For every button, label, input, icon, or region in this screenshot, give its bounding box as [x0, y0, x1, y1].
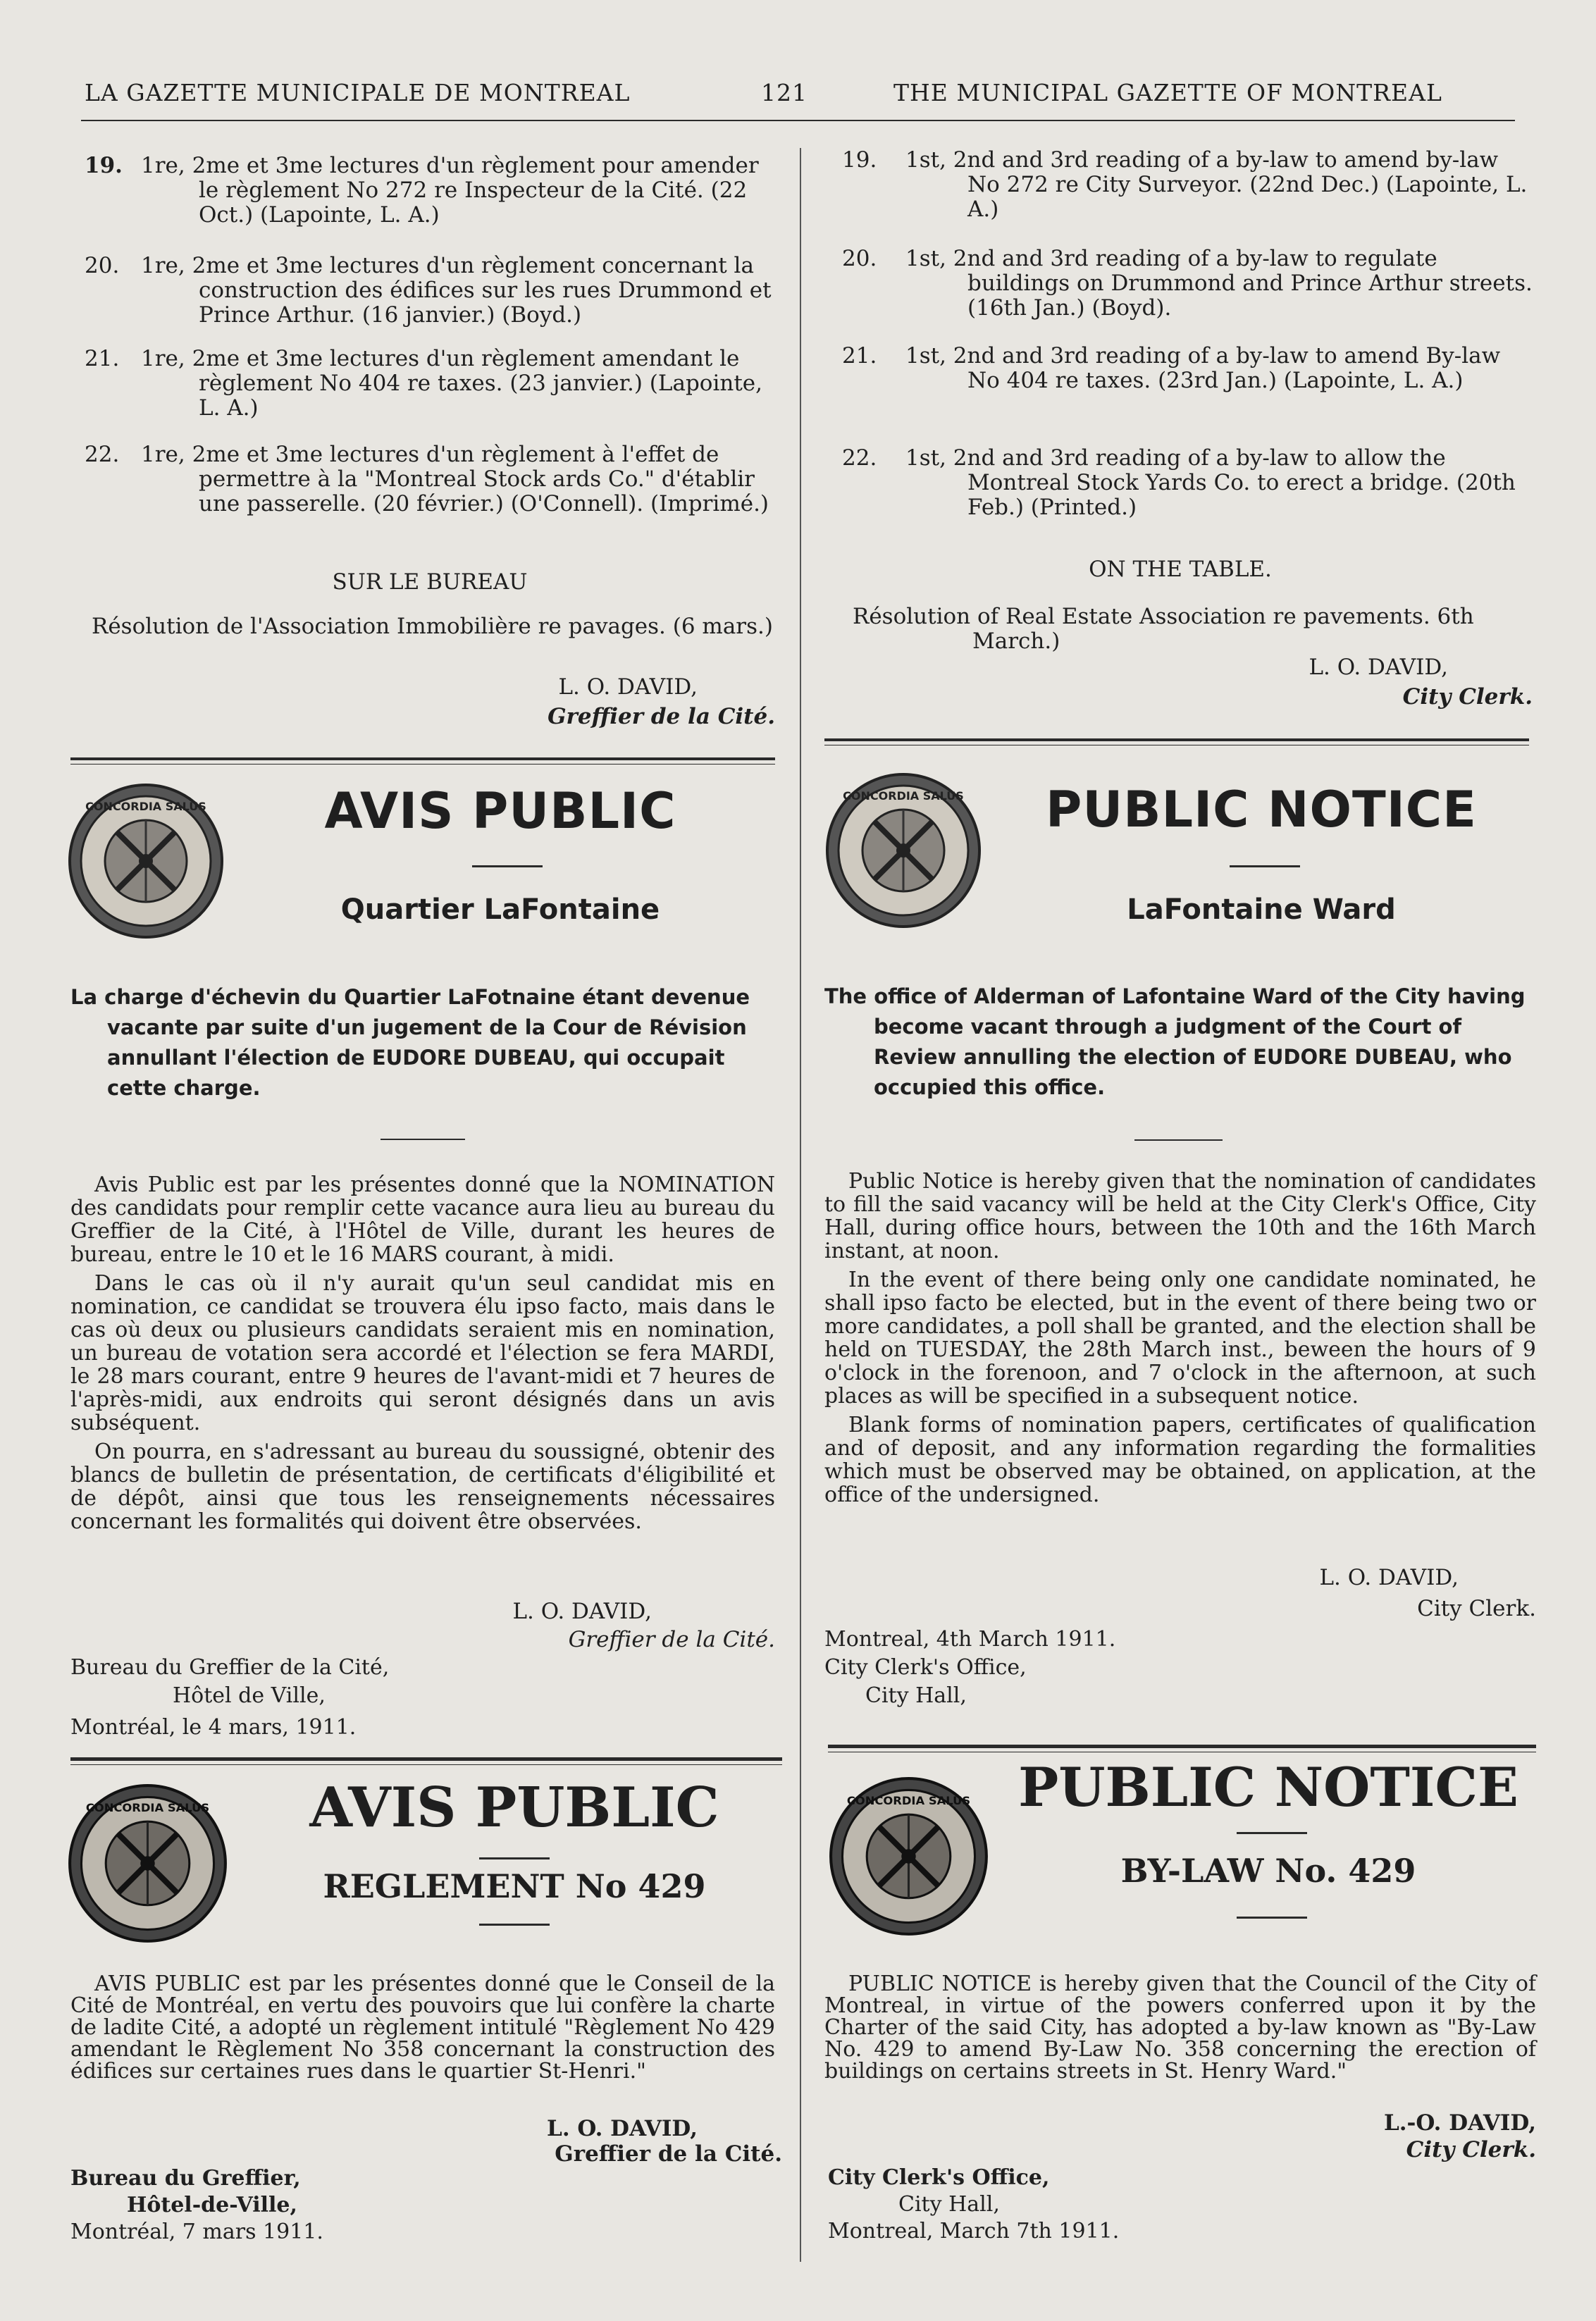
city-seal-icon [67, 782, 225, 941]
notice-subtitle: LaFontaine Ward [1127, 893, 1396, 926]
notice-body [824, 1973, 1536, 2088]
section-rule [70, 1757, 782, 1761]
notice-subtitle: REGLEMENT No 429 [323, 1867, 706, 1905]
paragraph: Blank forms of nomination papers, certificates of qualification and of deposit, and any information regarding the formalities which must be observed may be obtained, on application, at the office of the undersigned. [824, 1413, 1536, 1507]
notice-body [70, 1973, 775, 2088]
en-signature-name: L. O. DAVID, [1309, 655, 1448, 680]
address-line: Bureau du Greffier, [70, 2166, 301, 2191]
page-number: 121 [761, 79, 808, 106]
address-line: Montréal, le 4 mars, 1911. [70, 1715, 357, 1740]
svg-text:CONCORDIA SALUS: CONCORDIA SALUS [85, 800, 206, 813]
address-line: City Clerk's Office, [824, 1655, 1027, 1680]
signature-name: L.-O. DAVID, [1383, 2110, 1536, 2136]
list-item [842, 446, 1533, 520]
column-divider [800, 148, 801, 2262]
title-rule [479, 1924, 550, 1926]
list-item [842, 344, 1533, 393]
paragraph: Public Notice is hereby given that the nomination of candidates to fill the said vacancy will be held at the City Clerk's Office, City Hall, during office hours, between the 10th and the 16th March instant, at noon. [824, 1169, 1536, 1263]
signature-title: City Clerk. [1406, 2137, 1536, 2162]
paragraph: Avis Public est par les présentes donné que la NOMINATION des candidats pour remplir cette vacance aura lieu au bureau du Greffier de la Cité, à l'Hôtel de Ville, durant les heures de bureau, entre le 10 et le 16 MARS courant, à midi. [70, 1172, 775, 1267]
signature-name: L. O. DAVID, [1319, 1565, 1459, 1590]
address-line: Hôtel-de-Ville, [127, 2193, 297, 2217]
notice-title: AVIS PUBLIC [324, 782, 676, 840]
item-number: 19. [842, 147, 877, 173]
fr-signature-name: L. O. DAVID, [558, 674, 698, 700]
paragraph: AVIS PUBLIC est par les présentes donné que le Conseil de la Cité de Montréal, en vertu des pouvoirs que lui confère la charte de ladite Cité, a adopté un règlement intitulé "Règlement No 429 amendant le Règlement No 358 concernant la construction des édifices sur certaines rues dans le quartier St-Henri." [70, 1972, 775, 2084]
notice-subtitle: Quartier LaFontaine [340, 893, 660, 926]
signature-name: L. O. DAVID, [547, 2116, 698, 2141]
notice-body [70, 1173, 775, 1539]
paragraph: PUBLIC NOTICE is hereby given that the Council of the City of Montreal, in virtue of the powers conferred upon it by the Charter of the said City, has adopted a by-law known as "By-Law No. 429 to amend By-Law No. 358 concerning the erection of buildings on certains streets in St. Henry Ward." [824, 1972, 1536, 2084]
item-text: 1st, 2nd and 3rd reading of a by-law to allow the Montreal Stock Yards Co. to erect a bridge. (20th Feb.) (Printed.) [905, 445, 1516, 520]
paragraph: Dans le cas où il n'y aurait qu'un seul candidat mis en nomination, ce candidat se trouvera élu ipso facto, mais dans le cas où deux ou plusieurs candidats seraient mis en nomination, un bureau de votation sera accordé et l'élection se fera MARDI, le 28 mars courant, entre 9 heures de l'avant-midi et 7 heures de l'après-midi, aux endroits qui seront désignés dans un avis subséquent. [70, 1271, 775, 1435]
notice-title: PUBLIC NOTICE [1046, 781, 1477, 838]
list-item [85, 347, 775, 421]
en-signature-title: City Clerk. [1402, 684, 1533, 710]
svg-text:CONCORDIA SALUS: CONCORDIA SALUS [85, 1800, 210, 1814]
fr-signature-title: Greffier de la Cité. [548, 704, 775, 729]
header-left-title: LA GAZETTE MUNICIPALE DE MONTREAL [85, 79, 631, 106]
list-item [85, 254, 775, 328]
item-text: 1re, 2me et 3me lectures d'un règlement amendant le règlement No 404 re taxes. (23 janvier.) (Lapointe, L. A.) [141, 346, 763, 421]
address-line: City Clerk's Office, [828, 2165, 1050, 2190]
title-rule [472, 865, 543, 867]
title-rule [1237, 1917, 1307, 1919]
city-seal-icon [828, 1776, 990, 1938]
signature-title: Greffier de la Cité. [555, 2141, 782, 2167]
title-rule [1230, 865, 1300, 867]
address-line: Hôtel de Ville, [173, 1683, 326, 1708]
item-number: 20. [842, 246, 877, 271]
fr-resolution: Résolution de l'Association Immobilière re pavages. (6 mars.) [92, 614, 773, 639]
section-rule [70, 764, 775, 765]
item-number: 22. [85, 442, 120, 467]
item-text: 1st, 2nd and 3rd reading of a by-law to amend by-law No 272 re City Surveyor. (22nd Dec.) (Lapointe, L. A.) [905, 147, 1528, 222]
title-rule [479, 1857, 550, 1859]
address-line: Montreal, 4th March 1911. [824, 1627, 1116, 1652]
address-line: Montréal, 7 mars 1911. [70, 2220, 323, 2244]
notice-subtitle: BY-LAW No. 429 [1120, 1852, 1416, 1890]
notice-title: PUBLIC NOTICE [1018, 1756, 1518, 1819]
item-number: 19. [85, 153, 123, 178]
signature-title: Greffier de la Cité. [568, 1627, 775, 1652]
header-rule [81, 120, 1515, 121]
address-line: City Hall, [898, 2192, 1000, 2217]
fr-table-heading: SUR LE BUREAU [332, 569, 528, 595]
list-item [842, 148, 1533, 222]
header-right-title: THE MUNICIPAL GAZETTE OF MONTREAL [893, 79, 1442, 106]
divider [381, 1139, 465, 1140]
notice-lead: La charge d'échevin du Quartier LaFotnaine étant devenue vacante par suite d'un jugement de la Cour de Révision annullant l'élection de EUDORE DUBEAU, qui occupait cette charge. [70, 985, 750, 1100]
paragraph: In the event of there being only one candidate nominated, he shall ipso facto be elected, but in the event of there being two or more candidates, a poll shall be granted, and the election shall be held on TUESDAY, the 28th March inst., beween the hours of 9 o'clock in the forenoon, and 7 o'clock in the afternoon, at such places as will be specified in a subsequent notice. [824, 1268, 1536, 1409]
section-rule [70, 757, 775, 760]
item-text: 1st, 2nd and 3rd reading of a by-law to regulate buildings on Drummond and Prince Arthur streets. (16th Jan.) (Boyd). [905, 246, 1533, 321]
address-line: Bureau du Greffier de la Cité, [70, 1655, 390, 1680]
en-resolution: Résolution of Real Estate Association re pavements. 6th March.) [853, 604, 1474, 654]
signature-title: City Clerk. [1417, 1596, 1536, 1621]
en-table-heading: ON THE TABLE. [1089, 557, 1272, 582]
signature-name: L. O. DAVID, [512, 1599, 652, 1624]
list-item [85, 154, 775, 228]
svg-text:CONCORDIA SALUS: CONCORDIA SALUS [843, 789, 964, 803]
item-text: 1re, 2me et 3me lectures d'un règlement concernant la construction des édifices sur les rues Drummond et Prince Arthur. (16 janvier.) (Boyd.) [141, 253, 772, 328]
paragraph: On pourra, en s'adressant au bureau du soussigné, obtenir des blancs de bulletin de présentation, de certificats d'éligibilité et de dépôt, ainsi que tous les renseignements nécessaires concernant les formalités qui doivent être observées. [70, 1440, 775, 1534]
notice-lead: The office of Alderman of Lafontaine Ward of the City having become vacant through a judgment of the Court of Review annulling the election of EUDORE DUBEAU, who occupied this office. [824, 984, 1526, 1099]
section-rule [824, 738, 1529, 741]
city-seal-icon [67, 1783, 229, 1945]
address-line: Montreal, March 7th 1911. [828, 2219, 1120, 2243]
item-number: 22. [842, 445, 877, 471]
item-number: 21. [842, 343, 877, 369]
city-seal-icon [824, 772, 983, 930]
notice-body [824, 1170, 1536, 1512]
item-text: 1re, 2me et 3me lectures d'un règlement pour amender le règlement No 272 re Inspecteur de la Cité. (22 Oct.) (Lapointe, L. A.) [141, 153, 759, 228]
notice-title: AVIS PUBLIC [309, 1776, 719, 1840]
list-item [85, 442, 775, 516]
item-text: 1re, 2me et 3me lectures d'un règlement à l'effet de permettre à la "Montreal Stock ards Co." d'établir une passerelle. (20 février.) (O'Connell). (Imprimé.) [141, 442, 769, 516]
item-number: 20. [85, 253, 120, 278]
title-rule [1237, 1832, 1307, 1834]
svg-text:CONCORDIA SALUS: CONCORDIA SALUS [846, 1793, 971, 1807]
item-text: 1st, 2nd and 3rd reading of a by-law to amend By-law No 404 re taxes. (23rd Jan.) (Lapointe, L. A.) [905, 343, 1501, 393]
section-rule [70, 1764, 782, 1765]
divider [1134, 1139, 1223, 1141]
address-line: City Hall, [865, 1683, 967, 1708]
list-item [842, 247, 1533, 321]
item-number: 21. [85, 346, 120, 371]
section-rule [828, 1745, 1536, 1748]
